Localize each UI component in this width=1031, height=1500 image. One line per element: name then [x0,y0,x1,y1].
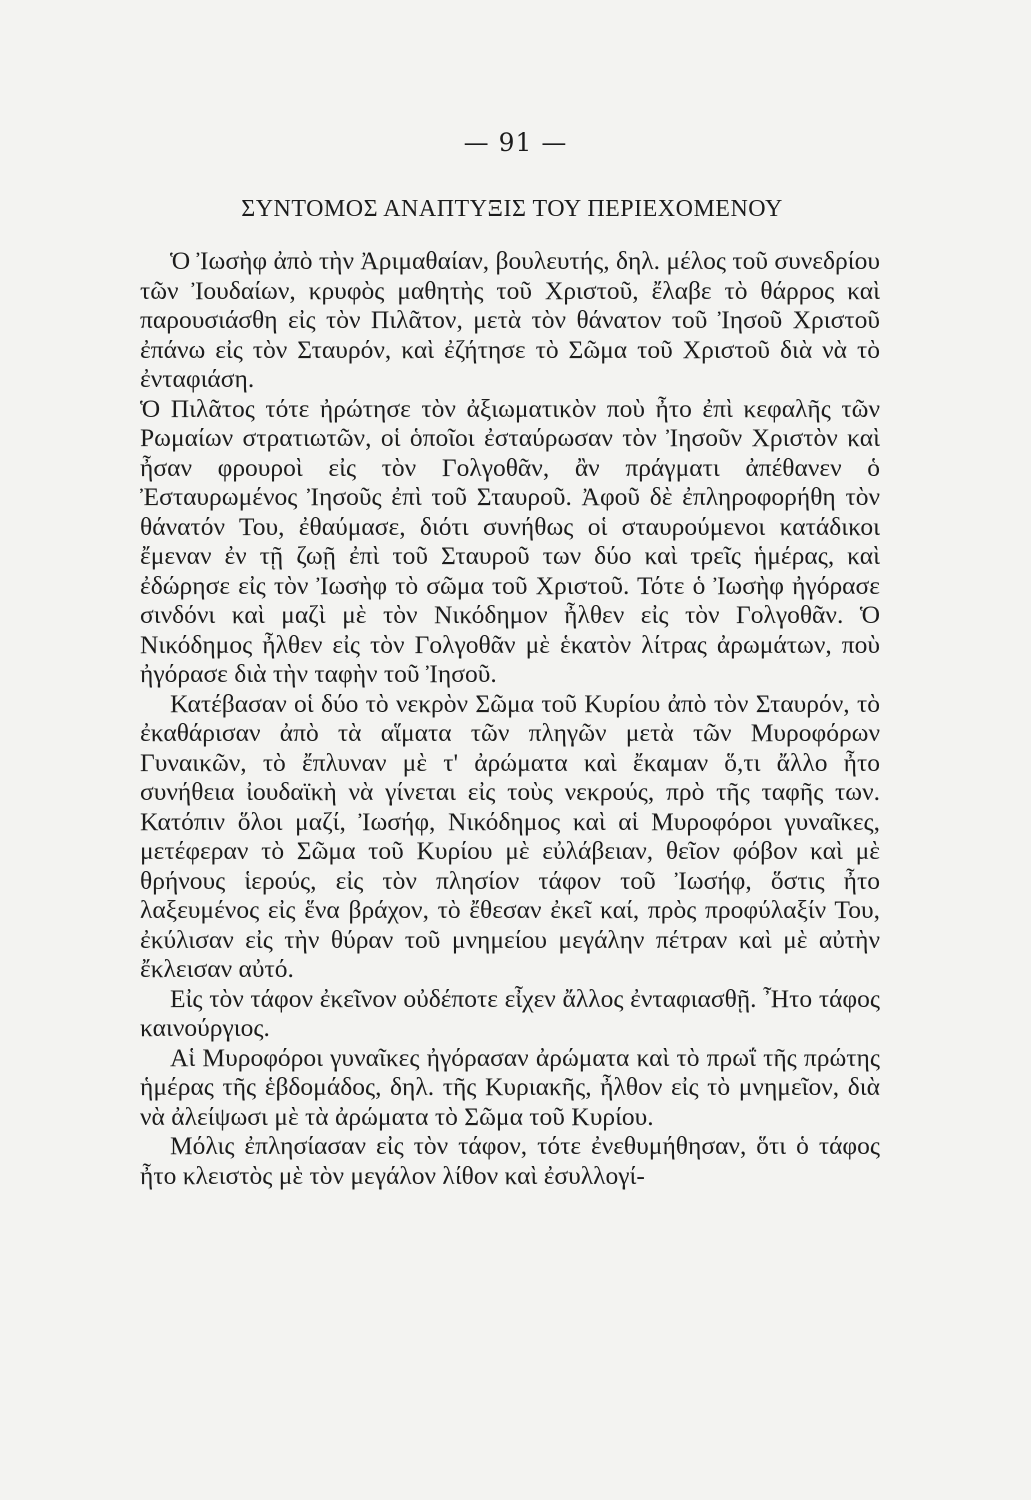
paragraph: Ὁ Ἰωσὴφ ἀπὸ τὴν Ἀριμαθαίαν, βουλευτής, δηλ. μέλος τοῦ συνεδρίου τῶν Ἰουδαίων, κρυφὸς μαθητὴς τοῦ Χριστοῦ, ἔλαβε τὸ θάρρος καὶ παρουσιάσθη εἰς τὸν Πιλᾶτον, μετὰ τὸν θάνατον τοῦ Ἰησοῦ Χριστοῦ ἐπάνω εἰς τὸν Σταυρόν, καὶ ἐζήτησε τὸ Σῶμα τοῦ Χριστοῦ διὰ νὰ τὸ ἐνταφιάση. [140,246,880,393]
paragraph: Εἰς τὸν τάφον ἐκεῖνον οὐδέποτε εἶχεν ἄλλος ἐνταφιασθῇ. Ἦτο τάφος καινούργιος. [140,983,880,1042]
paragraph: Μόλις ἐπλησίασαν εἰς τὸν τάφον, τότε ἐνεθυμήθησαν, ὅτι ὁ τάφος ἦτο κλειστὸς μὲ τὸν μεγάλον λίθον καὶ ἐσυλλογί- [140,1131,880,1190]
section-heading: ΣΥΝΤΟΜΟΣ ΑΝΑΠΤΥΞΙΣ ΤΟΥ ΠΕΡΙΕΧΟΜΕΝΟΥ [241,196,783,222]
body-text [140,246,880,1190]
page-number: — 91 — [463,128,568,157]
paragraph: Κατέβασαν οἱ δύο τὸ νεκρὸν Σῶμα τοῦ Κυρίου ἀπὸ τὸν Σταυρόν, τὸ ἐκαθάρισαν ἀπὸ τὰ αἵματα τῶν πληγῶν μετὰ τῶν Μυροφόρων Γυναικῶν, τὸ ἔπλυναν μὲ τ' ἀρώματα καὶ ἔκαμαν ὅ,τι ἄλλο ἦτο συνήθεια ἰουδαϊκὴ νὰ γίνεται εἰς τοὺς νεκρούς, πρὸ τῆς ταφῆς των. Κατόπιν ὅλοι μαζί, Ἰωσήφ, Νικόδημος καὶ αἱ Μυροφόροι γυναῖκες, μετέφεραν τὸ Σῶμα τοῦ Κυρίου μὲ εὐλάβειαν, θεῖον φόβον καὶ μὲ θρήνους ἱερούς, εἰς τὸν πλησίον τάφον τοῦ Ἰωσήφ, ὅστις ἦτο λαξευμένος εἰς ἕνα βράχον, τὸ ἔθεσαν ἐκεῖ καί, πρὸς προφύλαξίν Του, ἐκύλισαν εἰς τὴν θύραν τοῦ μνημείου μεγάλην πέτραν καὶ μὲ αὐτὴν ἔκλεισαν αὐτό. [140,688,880,983]
paragraph: Ὁ Πιλᾶτος τότε ἠρώτησε τὸν ἀξιωματικὸν ποὺ ἦτο ἐπὶ κεφαλῆς τῶν Ρωμαίων στρατιωτῶν, οἱ ὁποῖοι ἐσταύρωσαν τὸν Ἰησοῦν Χριστὸν καὶ ἦσαν φρουροὶ εἰς τὸν Γολγοθᾶν, ἂν πράγματι ἀπέθανεν ὁ Ἐσταυρωμένος Ἰησοῦς ἐπὶ τοῦ Σταυροῦ. Ἀφοῦ δὲ ἐπληροφορήθη τὸν θάνατόν Του, ἐθαύμασε, διότι συνήθως οἱ σταυρούμενοι κατάδικοι ἔμεναν ἐν τῇ ζωῇ ἐπὶ τοῦ Σταυροῦ των δύο καὶ τρεῖς ἡμέρας, καὶ ἐδώρησε εἰς τὸν Ἰωσὴφ τὸ σῶμα τοῦ Χριστοῦ. Τότε ὁ Ἰωσὴφ ἠγόρασε σινδόνι καὶ μαζὶ μὲ τὸν Νικόδημον ἦλθεν εἰς τὸν Γολγοθᾶν. Ὁ Νικόδημος ἦλθεν εἰς τὸν Γολγοθᾶν μὲ ἑκατὸν λίτρας ἀρωμάτων, ποὺ ἠγόρασε διὰ τὴν ταφὴν τοῦ Ἰησοῦ. [140,393,880,688]
paragraph: Αἱ Μυροφόροι γυναῖκες ἠγόρασαν ἀρώματα καὶ τὸ πρωΐ τῆς πρώτης ἡμέρας τῆς ἑβδομάδος, δηλ. τῆς Κυριακῆς, ἦλθον εἰς τὸ μνημεῖον, διὰ νὰ ἀλείψωσι μὲ τὰ ἀρώματα τὸ Σῶμα τοῦ Κυρίου. [140,1042,880,1131]
